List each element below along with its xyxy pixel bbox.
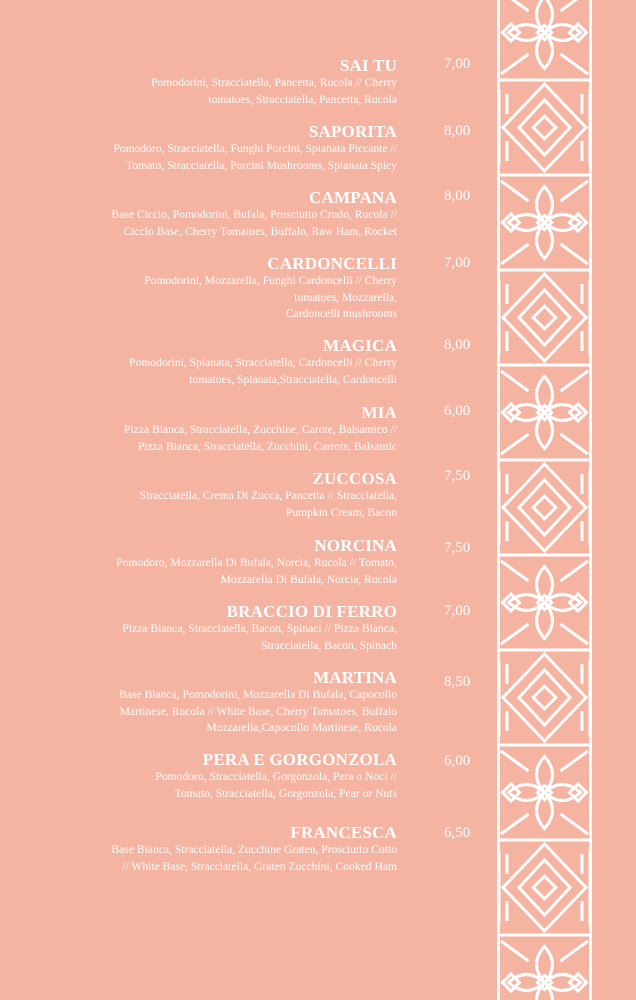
pizza-description — [40, 488, 397, 521]
pizza-price: 7,00 — [444, 56, 471, 72]
pizza-price: 7,50 — [444, 468, 471, 484]
pizza-description — [40, 75, 397, 108]
description-line: Pizza Bianca, Stracciatella, Zucchine, Carote, Balsamico // — [124, 423, 397, 436]
description-line: Mozzarella,Capocollo Martinese, Rucola — [206, 721, 397, 734]
pizza-name: CAMPANA — [309, 188, 397, 207]
pizza-price: 6,50 — [444, 825, 471, 841]
description-line: Pomodoro, Mozzarella Di Bufala, Norcia, Rucola // Tomato, — [116, 556, 397, 569]
pizza-description — [40, 555, 397, 588]
description-line: Pizza Bianca, Stracciatella, Zucchini, Carrots, Balsamic — [137, 439, 397, 453]
description-line: tomatoes, Mozzarella, — [294, 290, 397, 304]
description-line: Base Bianca, Pomodorini, Mozzarella Di Bufala, Capocollo — [119, 688, 397, 701]
pizza-description — [40, 769, 397, 802]
pizza-description — [40, 687, 397, 737]
pizza-price: 7,00 — [444, 255, 471, 271]
pizza-name: SAI TU — [339, 56, 397, 75]
description-line: Tomato, Stracciatella, Porcini Mushrooms, Spianata Spicy — [126, 158, 397, 172]
description-line: tomatoes, Spianata,Stracciatella, Cardoncelli — [189, 372, 397, 386]
description-line: Stracciatella, Bacon, Spinach — [261, 638, 397, 652]
pizza-price: 7,00 — [444, 603, 471, 619]
menu-item — [40, 823, 397, 875]
menu-item — [40, 188, 397, 240]
menu-item — [40, 668, 397, 737]
pizza-price: 6,00 — [444, 753, 471, 769]
description-line: Pomodorini, Spianata, Stracciatella, Cardoncelli // Cherry — [129, 356, 397, 369]
pizza-description — [40, 273, 397, 323]
pizza-name: NORCINA — [314, 536, 397, 555]
pizza-name: MARTINA — [313, 668, 397, 687]
pizza-price: 6,00 — [444, 403, 471, 419]
menu-item — [40, 602, 397, 654]
pizza-description — [40, 355, 397, 388]
geometric-tile-border-icon — [497, 0, 592, 1000]
pizza-description — [40, 842, 397, 875]
pizza-name: SAPORITA — [308, 122, 397, 141]
pizza-description — [40, 621, 397, 654]
description-line: Cardoncelli mushrooms — [285, 307, 397, 320]
pizza-name: PERA E GORGONZOLA — [202, 750, 397, 769]
pizza-name: CARDONCELLI — [267, 254, 397, 273]
pizza-price: 8,00 — [444, 337, 471, 353]
pizza-price: 8,00 — [444, 188, 471, 204]
pizza-name: BRACCIO DI FERRO — [226, 602, 397, 621]
menu-item — [40, 469, 397, 521]
description-line: // White Base, Stracciatella, Graten Zucchini, Cooked Ham — [122, 859, 397, 873]
description-line: Pumpkin Cream, Bacon — [285, 505, 397, 519]
menu-item — [40, 56, 397, 108]
menu-item — [40, 122, 397, 174]
menu-item — [40, 750, 397, 802]
description-line: Pomodorini, Stracciatella, Pancetta, Rucola // Cherry — [151, 76, 397, 89]
menu-item — [40, 536, 397, 588]
description-line: Base Bianca, Stracciatella, Zucchine Graten, Prosciutto Cotto — [111, 843, 397, 856]
pizza-name: MAGICA — [323, 336, 397, 355]
description-line: Ciccio Base, Cherry Tomatoes, Buffalo, Raw Ham, Rocket — [123, 224, 397, 238]
menu-item — [40, 254, 397, 323]
description-line: Pomodoro, Stracciatella, Gorgonzola, Pera o Noci // — [155, 770, 397, 783]
description-line: Pomodorini, Mozzarella, Funghi Cardoncelli // Cherry — [144, 274, 397, 287]
pizza-price: 8,00 — [444, 123, 471, 139]
menu-item — [40, 403, 397, 455]
description-line: Pomodoro, Stracciatella, Funghi Porcini, Spianata Piccante // — [113, 142, 397, 155]
pizza-name: MIA — [361, 403, 397, 422]
pizza-description — [40, 422, 397, 455]
pizza-description — [40, 207, 397, 240]
pizza-description — [40, 141, 397, 174]
menu-item — [40, 336, 397, 388]
description-line: tomatoes, Stracciatella, Pancetta, Rucola — [208, 92, 397, 106]
description-line: Mozzarella Di Bufala, Norcia, Rucola — [220, 572, 397, 586]
description-line: Tomato, Stracciatella, Gorgonzola, Pear or Nuts — [174, 786, 397, 800]
description-line: Martinese, Rucola // White Base, Cherry Tomatoes, Buffalo — [119, 704, 397, 718]
description-line: Base Ciccio, Pomodorini, Bufala, Prosciutto Crudo, Rucola // — [111, 208, 397, 221]
description-line: Stracciatella, Crema Di Zucca, Pancetta // Stracciatella, — [139, 489, 397, 502]
pizza-price: 8,50 — [444, 674, 471, 690]
pizza-name: ZUCCOSA — [312, 469, 397, 488]
pizza-name: FRANCESCA — [290, 823, 397, 842]
description-line: Pizza Bianca, Stracciatella, Bacon, Spinaci // Pizza Bianca, — [122, 622, 397, 635]
pizza-price: 7,50 — [444, 540, 471, 556]
